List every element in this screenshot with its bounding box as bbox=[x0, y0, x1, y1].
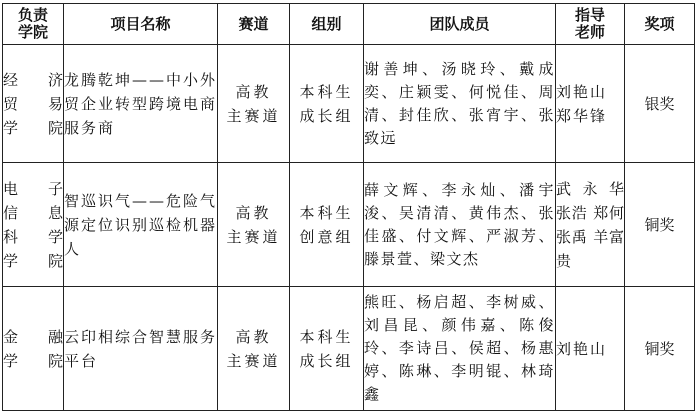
header-team: 团队成员 bbox=[364, 4, 556, 45]
members-cell: 谢善坤、汤晓玲、戴成奕、庄颖雯、何悦佳、周清、封佳欣、张宵宇、张致远 bbox=[364, 45, 556, 163]
track-cell: 高教 主赛道 bbox=[218, 163, 290, 287]
advisor-cell: 刘艳山 bbox=[556, 287, 625, 411]
table-row bbox=[3, 45, 695, 163]
members-cell: 熊旺、杨启超、李树威、刘昌昆、颜伟嘉、陈俊玲、李诗吕、侯超、杨惠婷、陈琳、李明锟、林琦鑫 bbox=[364, 287, 556, 411]
track-cell: 高教 主赛道 bbox=[218, 287, 290, 411]
header-group: 组别 bbox=[290, 4, 364, 45]
group-cell: 本科生 成长组 bbox=[290, 287, 364, 411]
track-cell: 高教 主赛道 bbox=[218, 45, 290, 163]
header-row bbox=[3, 4, 695, 45]
award-table bbox=[2, 3, 695, 411]
college-cell: 经济 贸易 学院 bbox=[3, 45, 64, 163]
header-track: 赛道 bbox=[218, 4, 290, 45]
award-cell: 铜奖 bbox=[625, 287, 695, 411]
project-cell: 云印相综合智慧服务平台 bbox=[64, 287, 218, 411]
header-award: 奖项 bbox=[625, 4, 695, 45]
members-cell: 薛文辉、李永灿、潘宇浚、吴清清、黄伟杰、张佳盛、付文辉、严淑芳、滕景萱、梁文杰 bbox=[364, 163, 556, 287]
advisor-pair: 张浩 郑何 bbox=[556, 203, 624, 222]
advisor-cell: 刘艳山 郑华锋 bbox=[556, 45, 625, 163]
college-cell: 电子 信息 科学 学院 bbox=[3, 163, 64, 287]
group-cell: 本科生 成长组 bbox=[290, 45, 364, 163]
advisor-pair: 张禹 羊富贵 bbox=[556, 227, 624, 270]
award-cell: 银奖 bbox=[625, 45, 695, 163]
table-row bbox=[3, 163, 695, 287]
header-project: 项目名称 bbox=[64, 4, 218, 45]
header-college: 负责 学院 bbox=[3, 4, 64, 45]
table-row bbox=[3, 287, 695, 411]
group-cell: 本科生 创意组 bbox=[290, 163, 364, 287]
project-cell: 龙腾乾坤——中小外贸企业转型跨境电商服务商 bbox=[64, 45, 218, 163]
header-advisor: 指导 老师 bbox=[556, 4, 625, 45]
advisor-cell: 武永华 张浩 郑何 张禹 羊富贵 bbox=[556, 163, 625, 287]
college-cell: 金融 学院 bbox=[3, 287, 64, 411]
project-cell: 智巡识气——危险气源定位识别巡检机器人 bbox=[64, 163, 218, 287]
award-cell: 铜奖 bbox=[625, 163, 695, 287]
